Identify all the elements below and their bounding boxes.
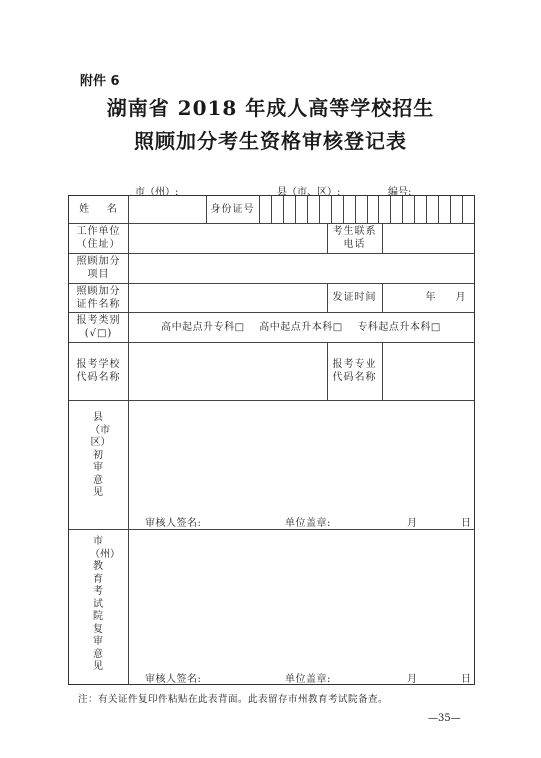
county-review-label: 县（市区）初审意见 [90,412,110,498]
city-unit-seal: 单位盖章: [285,674,331,685]
id-digit-box-divider [390,196,391,223]
row-divider [69,223,474,224]
exam-category-options: 高中起点升专科□ 高中起点升本科□ 专科起点升本科□ [161,321,441,333]
contact-phone-label: 考生联系 电话 [332,226,377,250]
school-code-label: 报考学校 代码名称 [76,359,121,383]
bonus-item-label: 照顾加分 项目 [76,256,121,280]
name-label: 姓 名 [79,204,118,215]
row-divider [69,283,474,284]
id-digit-box-divider [307,196,308,223]
work-unit-label: 工作单位 （住址） [76,226,121,250]
registration-form-table [68,195,475,685]
id-digit-box-divider [426,196,427,223]
issue-year-label: 年 [425,292,437,303]
major-code-label: 报考专业 代码名称 [332,359,377,383]
county-unit-seal: 单位盖章: [285,518,331,529]
county-reviewer-sign: 审核人签名: [145,518,202,529]
id-digit-box-divider [283,196,284,223]
col-divider [382,342,383,400]
id-digit-box-divider [378,196,379,223]
footer-note: 注：有关证件复印件粘贴在此表背面。此表留存市州教育考试院备查。 [78,694,389,705]
city-sign-month: 月 [407,674,418,685]
id-digit-box-divider [331,196,332,223]
city-reviewer-sign: 审核人签名: [145,674,202,685]
col-divider [382,223,383,253]
attachment-label: 附件 6 [80,74,120,89]
header-city: 市（州）: [135,187,179,198]
id-number-label: 身份证号 [210,204,255,215]
city-review-label: 市（州）教育考试院复审意见 [90,536,120,672]
row-divider [69,342,474,343]
id-digit-box-divider [462,196,463,223]
id-digit-box-divider [414,196,415,223]
id-digit-box-divider [295,196,296,223]
id-digit-box-divider [367,196,368,223]
id-digit-box-divider [343,196,344,223]
row-divider [69,529,474,530]
id-digit-box-divider [355,196,356,223]
header-number: 编号: [388,187,412,198]
form-title-line1: 湖南省 2018 年成人高等学校招生 [106,96,435,120]
issue-time-label: 发证时间 [332,292,377,303]
county-sign-day: 日 [461,518,472,529]
id-digit-box-divider [450,196,451,223]
label-column-divider [128,196,129,684]
row-divider [69,253,474,254]
page-number: —35— [428,713,461,724]
id-digit-box-divider [271,196,272,223]
city-sign-day: 日 [461,674,472,685]
certificate-name-label: 照顾加分 证件名称 [76,285,121,310]
row-divider [69,400,474,401]
id-digit-box-divider [319,196,320,223]
county-sign-month: 月 [407,518,418,529]
id-digit-box-divider [402,196,403,223]
col-divider [382,283,383,312]
issue-month-label: 月 [455,292,467,303]
form-title-line2: 照顾加分考生资格审核登记表 [134,129,407,153]
exam-category-label: 报考类别 (√□) [76,315,121,339]
col-divider [259,196,260,223]
id-digit-box-divider [438,196,439,223]
header-county: 县（市、区）: [277,187,341,198]
